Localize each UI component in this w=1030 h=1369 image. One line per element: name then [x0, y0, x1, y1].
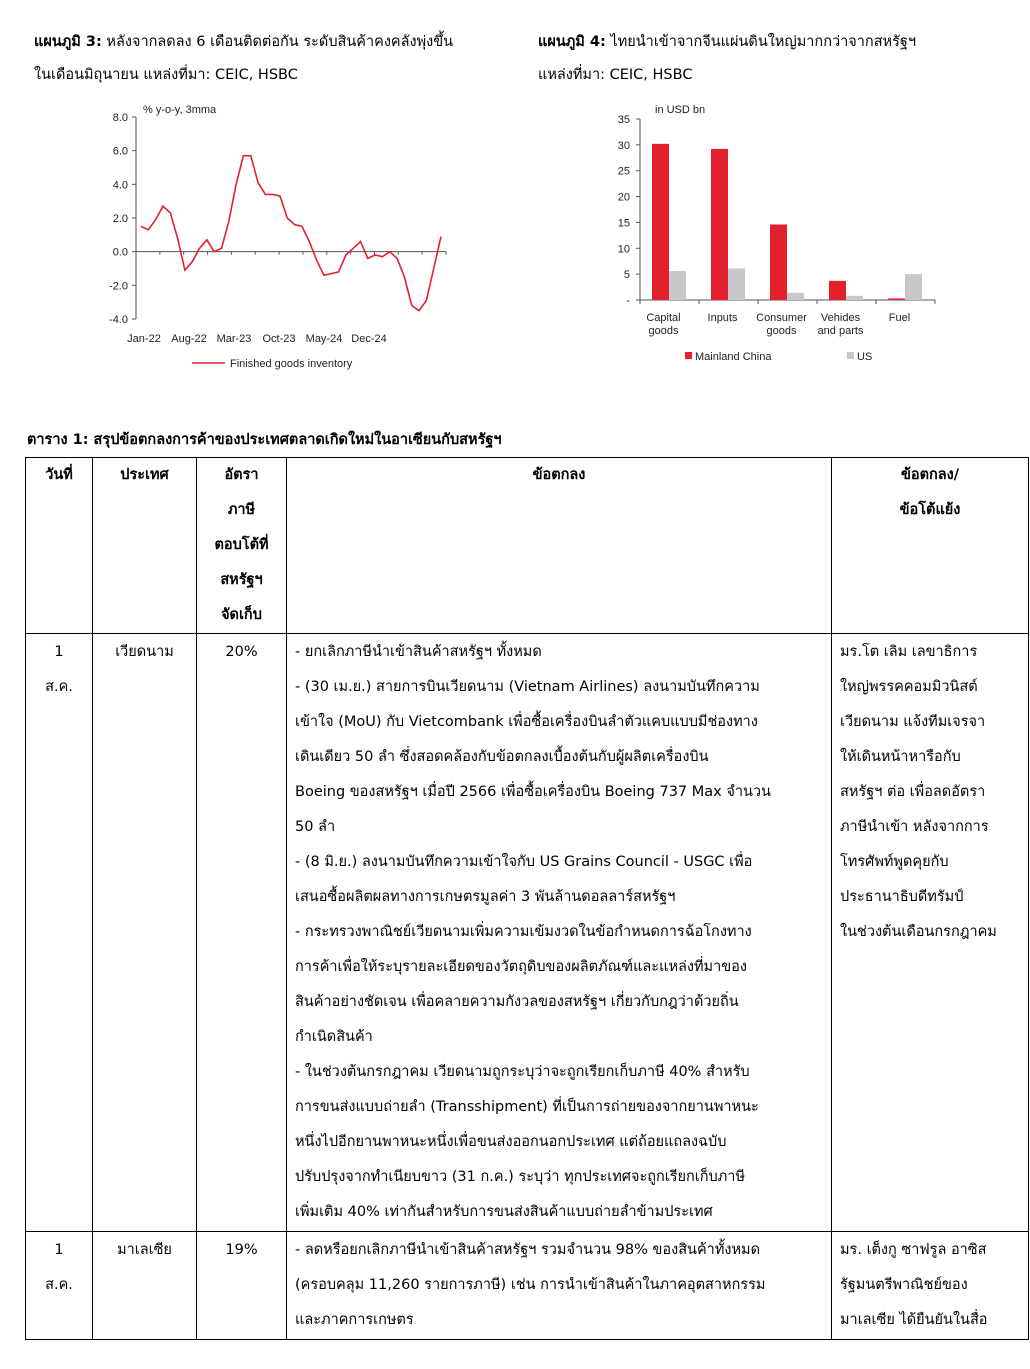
cell-tariff: [197, 634, 287, 1232]
x-tick-label: Oct-23: [262, 333, 296, 345]
cell-agreement-line: 50 ลำ: [295, 819, 336, 835]
cell-agreement: [287, 1232, 832, 1340]
category-label: Consumer: [756, 312, 807, 324]
cell-agreement-line: หนึ่งไปอีกยานพาหนะหนึ่งเพื่อขนส่งออกนอกประเทศ แต่ถ้อยแถลงฉบับ: [295, 1134, 727, 1150]
category-label: and parts: [817, 325, 864, 337]
legend-label: Finished goods inventory: [230, 358, 353, 370]
cell-agreement-line: การค้าเพื่อให้ระบุรายละเอียดของวัตถุดิบของผลิตภัณฑ์และแหล่งที่มาของ: [295, 959, 747, 975]
cell-date: [26, 1232, 93, 1340]
cell-dispute-line: ให้เดินหน้าหารือกับ: [840, 749, 961, 765]
x-tick-label: Aug-22: [171, 333, 207, 345]
cell-agreement-line: - ลดหรือยกเลิกภาษีนำเข้าสินค้าสหรัฐฯ รวมจำนวน 98% ของสินค้าทั้งหมด: [295, 1242, 760, 1258]
legend-label: Mainland China: [695, 351, 772, 363]
header-dispute: [832, 458, 1029, 634]
y-tick-label: 0.0: [112, 246, 128, 259]
cell-dispute-line: ในช่วงต้นเดือนกรกฎาคม: [840, 924, 997, 940]
table-header-row: [26, 458, 1029, 634]
header-line: ตอบโต้ที่: [214, 537, 269, 553]
cell-agreement-line: สินค้าอย่างชัดเจน เพื่อคลายความกังวลของสหรัฐฯ เกี่ยวกับกฎว่าด้วยถิ่น: [295, 994, 739, 1010]
y-tick-label: 15: [617, 217, 630, 230]
table-row: [26, 1232, 1029, 1340]
figure-4-caption-line1: ไทยนำเข้าจากจีนแผ่นดินใหญ่มากกว่าจากสหรัฐฯ: [610, 34, 917, 50]
cell-agreement-line: การขนส่งแบบถ่ายลำ (Transshipment) ที่เป็นการถ่ายของจากยานพาหนะ: [295, 1099, 759, 1115]
bar-us: [846, 296, 863, 300]
cell-agreement-line: เสนอซื้อผลิตผลทางการเกษตรมูลค่า 3 พันล้านดอลลาร์สหรัฐฯ: [295, 889, 676, 905]
cell-dispute-line: มร. เต็งกู ซาฟรูล อาซิส: [840, 1242, 987, 1258]
y-tick-label: 5: [623, 269, 630, 282]
bar-mainland-china: [829, 281, 846, 300]
y-tick-label: -4.0: [109, 314, 128, 326]
x-tick-label: Mar-23: [216, 333, 252, 345]
x-tick-label: Dec-24: [351, 333, 387, 345]
cell-agreement-line: เข้าใจ (MoU) กับ Vietcombank เพื่อซื้อเครื่องบินลำตัวแคบแบบมีช่องทาง: [295, 714, 758, 730]
cell-agreement-line: - ยกเลิกภาษีนำเข้าสินค้าสหรัฐฯ ทั้งหมด: [295, 644, 542, 660]
cell-agreement-line: เพิ่มเติม 40% เท่ากันสำหรับการขนส่งสินค้าแบบถ่ายลำข้ามประเทศ: [295, 1204, 713, 1220]
cell-dispute-line: รัฐมนตรีพาณิชย์ของ: [840, 1277, 968, 1293]
cell-country-line: มาเลเซีย: [117, 1242, 172, 1258]
y-tick-label: 4.0: [112, 179, 128, 192]
cell-dispute-line: เวียดนาม แจ้งทีมเจรจา: [840, 714, 986, 730]
category-label: Inputs: [707, 312, 738, 324]
figure-4-label: แผนภูมิ 4:: [538, 34, 606, 50]
y-tick-label: 20: [617, 191, 630, 204]
bar-mainland-china: [770, 224, 787, 300]
y-tick-label: -2.0: [109, 280, 128, 293]
cell-dispute-line: ประธานาธิบดีทรัมป์: [840, 889, 964, 905]
cell-date-line: ส.ค.: [45, 679, 73, 695]
y-unit-label: % y-o-y, 3mma: [143, 104, 217, 116]
y-unit-label: in USD bn: [655, 104, 706, 116]
y-tick-label: 2.0: [112, 213, 128, 225]
cell-date: [26, 634, 93, 1232]
header-line: ข้อตกลง/: [900, 467, 960, 483]
figure-3-caption-line2: ในเดือนมิถุนายน แหล่งที่มา: CEIC, HSBC: [34, 67, 298, 83]
cell-agreement-line: - กระทรวงพาณิชย์เวียดนามเพิ่มความเข้มงวดในข้อกำหนดการฉ้อโกงทาง: [295, 924, 752, 940]
figure-3-caption: [34, 26, 519, 92]
header-line: ข้อโต้แย้ง: [899, 502, 961, 518]
legend-swatch: [847, 352, 854, 359]
cell-dispute-line: ใหญ่พรรคคอมมิวนิสต์: [840, 679, 978, 695]
bar-us: [905, 274, 922, 300]
header-line: จัดเก็บ: [221, 607, 262, 623]
category-label: Capital: [646, 312, 681, 324]
bar-mainland-china: [888, 298, 905, 300]
cell-date-line: ส.ค.: [45, 1277, 73, 1293]
x-tick-label: Jan-22: [127, 333, 161, 345]
header-line: สหรัฐฯ: [220, 572, 263, 588]
y-tick-label: -: [626, 295, 630, 307]
cell-agreement-line: กำเนิดสินค้า: [295, 1029, 373, 1045]
y-tick-label: 30: [617, 139, 630, 152]
category-label: Vehides: [820, 312, 861, 324]
table-caption: ตาราง 1: สรุปข้อตกลงการค้าของประเทศตลาดเกิดใหม่ในอาเซียนกับสหรัฐฯ: [27, 432, 502, 448]
legend-label: US: [857, 351, 873, 363]
header-country: ประเทศ: [93, 458, 197, 634]
cell-dispute-line: มร.โต เลิม เลขาธิการ: [840, 644, 978, 660]
figure-3-caption-line1: หลังจากลดลง 6 เดือนติดต่อกัน ระดับสินค้าคงคลังพุ่งขึ้น: [106, 34, 454, 50]
series-line-finished-goods: [141, 156, 441, 311]
cell-agreement-line: (ครอบคลุม 11,260 รายการภาษี) เช่น การนำเข้าสินค้าในภาคอุตสาหกรรม: [295, 1277, 766, 1293]
cell-agreement-line: ปรับปรุงจากทำเนียบขาว (31 ก.ค.) ระบุว่า ทุกประเทศจะถูกเรียกเก็บภาษี: [295, 1169, 746, 1185]
cell-dispute-line: มาเลเซีย ได้ยืนยันในสื่อ: [840, 1312, 988, 1328]
cell-dispute-line: โทรศัพท์พูดคุยกับ: [840, 854, 949, 870]
category-label: goods: [648, 325, 679, 337]
trade-agreements-table: [25, 457, 1029, 1340]
bar-us: [669, 271, 686, 300]
bar-mainland-china: [652, 144, 669, 300]
cell-tariff-line: 19%: [225, 1242, 258, 1258]
figure-4-caption-line2: แหล่งที่มา: CEIC, HSBC: [538, 67, 693, 83]
cell-agreement-line: - (30 เม.ย.) สายการบินเวียดนาม (Vietnam Airlines) ลงนามบันทึกความ: [295, 679, 760, 695]
y-tick-label: 35: [617, 114, 630, 126]
cell-dispute-line: ภาษีนำเข้า หลังจากการ: [840, 819, 989, 835]
cell-agreement-line: และภาคการเกษตร: [295, 1312, 414, 1328]
category-label: Fuel: [888, 312, 911, 324]
cell-tariff-line: 20%: [225, 644, 258, 660]
imports-bar-chart: [610, 98, 940, 378]
cell-agreement-line: เดินเดียว 50 ลำ ซึ่งสอดคล้องกับข้อตกลงเบื้องต้นกับผู้ผลิตเครื่องบิน: [295, 749, 709, 765]
cell-dispute: [832, 1232, 1029, 1340]
cell-date-line: 1: [54, 1242, 64, 1258]
header-date: วันที่: [26, 458, 93, 634]
y-tick-label: 6.0: [112, 145, 128, 158]
cell-country-line: เวียดนาม: [115, 644, 174, 660]
cell-country: [93, 1232, 197, 1340]
header-line: ภาษี: [227, 502, 256, 518]
cell-agreement: [287, 634, 832, 1232]
x-tick-label: May-24: [305, 333, 343, 345]
y-tick-label: 10: [617, 243, 630, 256]
cell-agreement-line: - (8 มิ.ย.) ลงนามบันทึกความเข้าใจกับ US Grains Council - USGC เพื่อ: [295, 854, 753, 870]
header-line: อัตรา: [224, 467, 259, 483]
figure-4-caption: [538, 26, 1008, 92]
y-tick-label: 8.0: [112, 112, 128, 124]
header-tariff: [197, 458, 287, 634]
bar-us: [728, 268, 745, 300]
bar-us: [787, 293, 804, 300]
header-agreement: ข้อตกลง: [287, 458, 832, 634]
cell-date-line: 1: [54, 644, 64, 660]
cell-dispute-line: สหรัฐฯ ต่อ เพื่อลดอัตรา: [840, 784, 986, 800]
cell-dispute: [832, 634, 1029, 1232]
inventory-line-chart: [100, 98, 460, 378]
legend-swatch: [685, 352, 692, 359]
category-label: goods: [766, 325, 797, 337]
bar-mainland-china: [711, 149, 728, 300]
cell-tariff: [197, 1232, 287, 1340]
y-tick-label: 25: [617, 165, 630, 178]
cell-agreement-line: - ในช่วงต้นกรกฎาคม เวียดนามถูกระบุว่าจะถูกเรียกเก็บภาษี 40% สำหรับ: [295, 1064, 750, 1080]
table-row: [26, 634, 1029, 1232]
cell-country: [93, 634, 197, 1232]
figure-3-label: แผนภูมิ 3:: [34, 34, 102, 50]
cell-agreement-line: Boeing ของสหรัฐฯ เมื่อปี 2566 เพื่อซื้อเครื่องบิน Boeing 737 Max จำนวน: [295, 784, 771, 800]
